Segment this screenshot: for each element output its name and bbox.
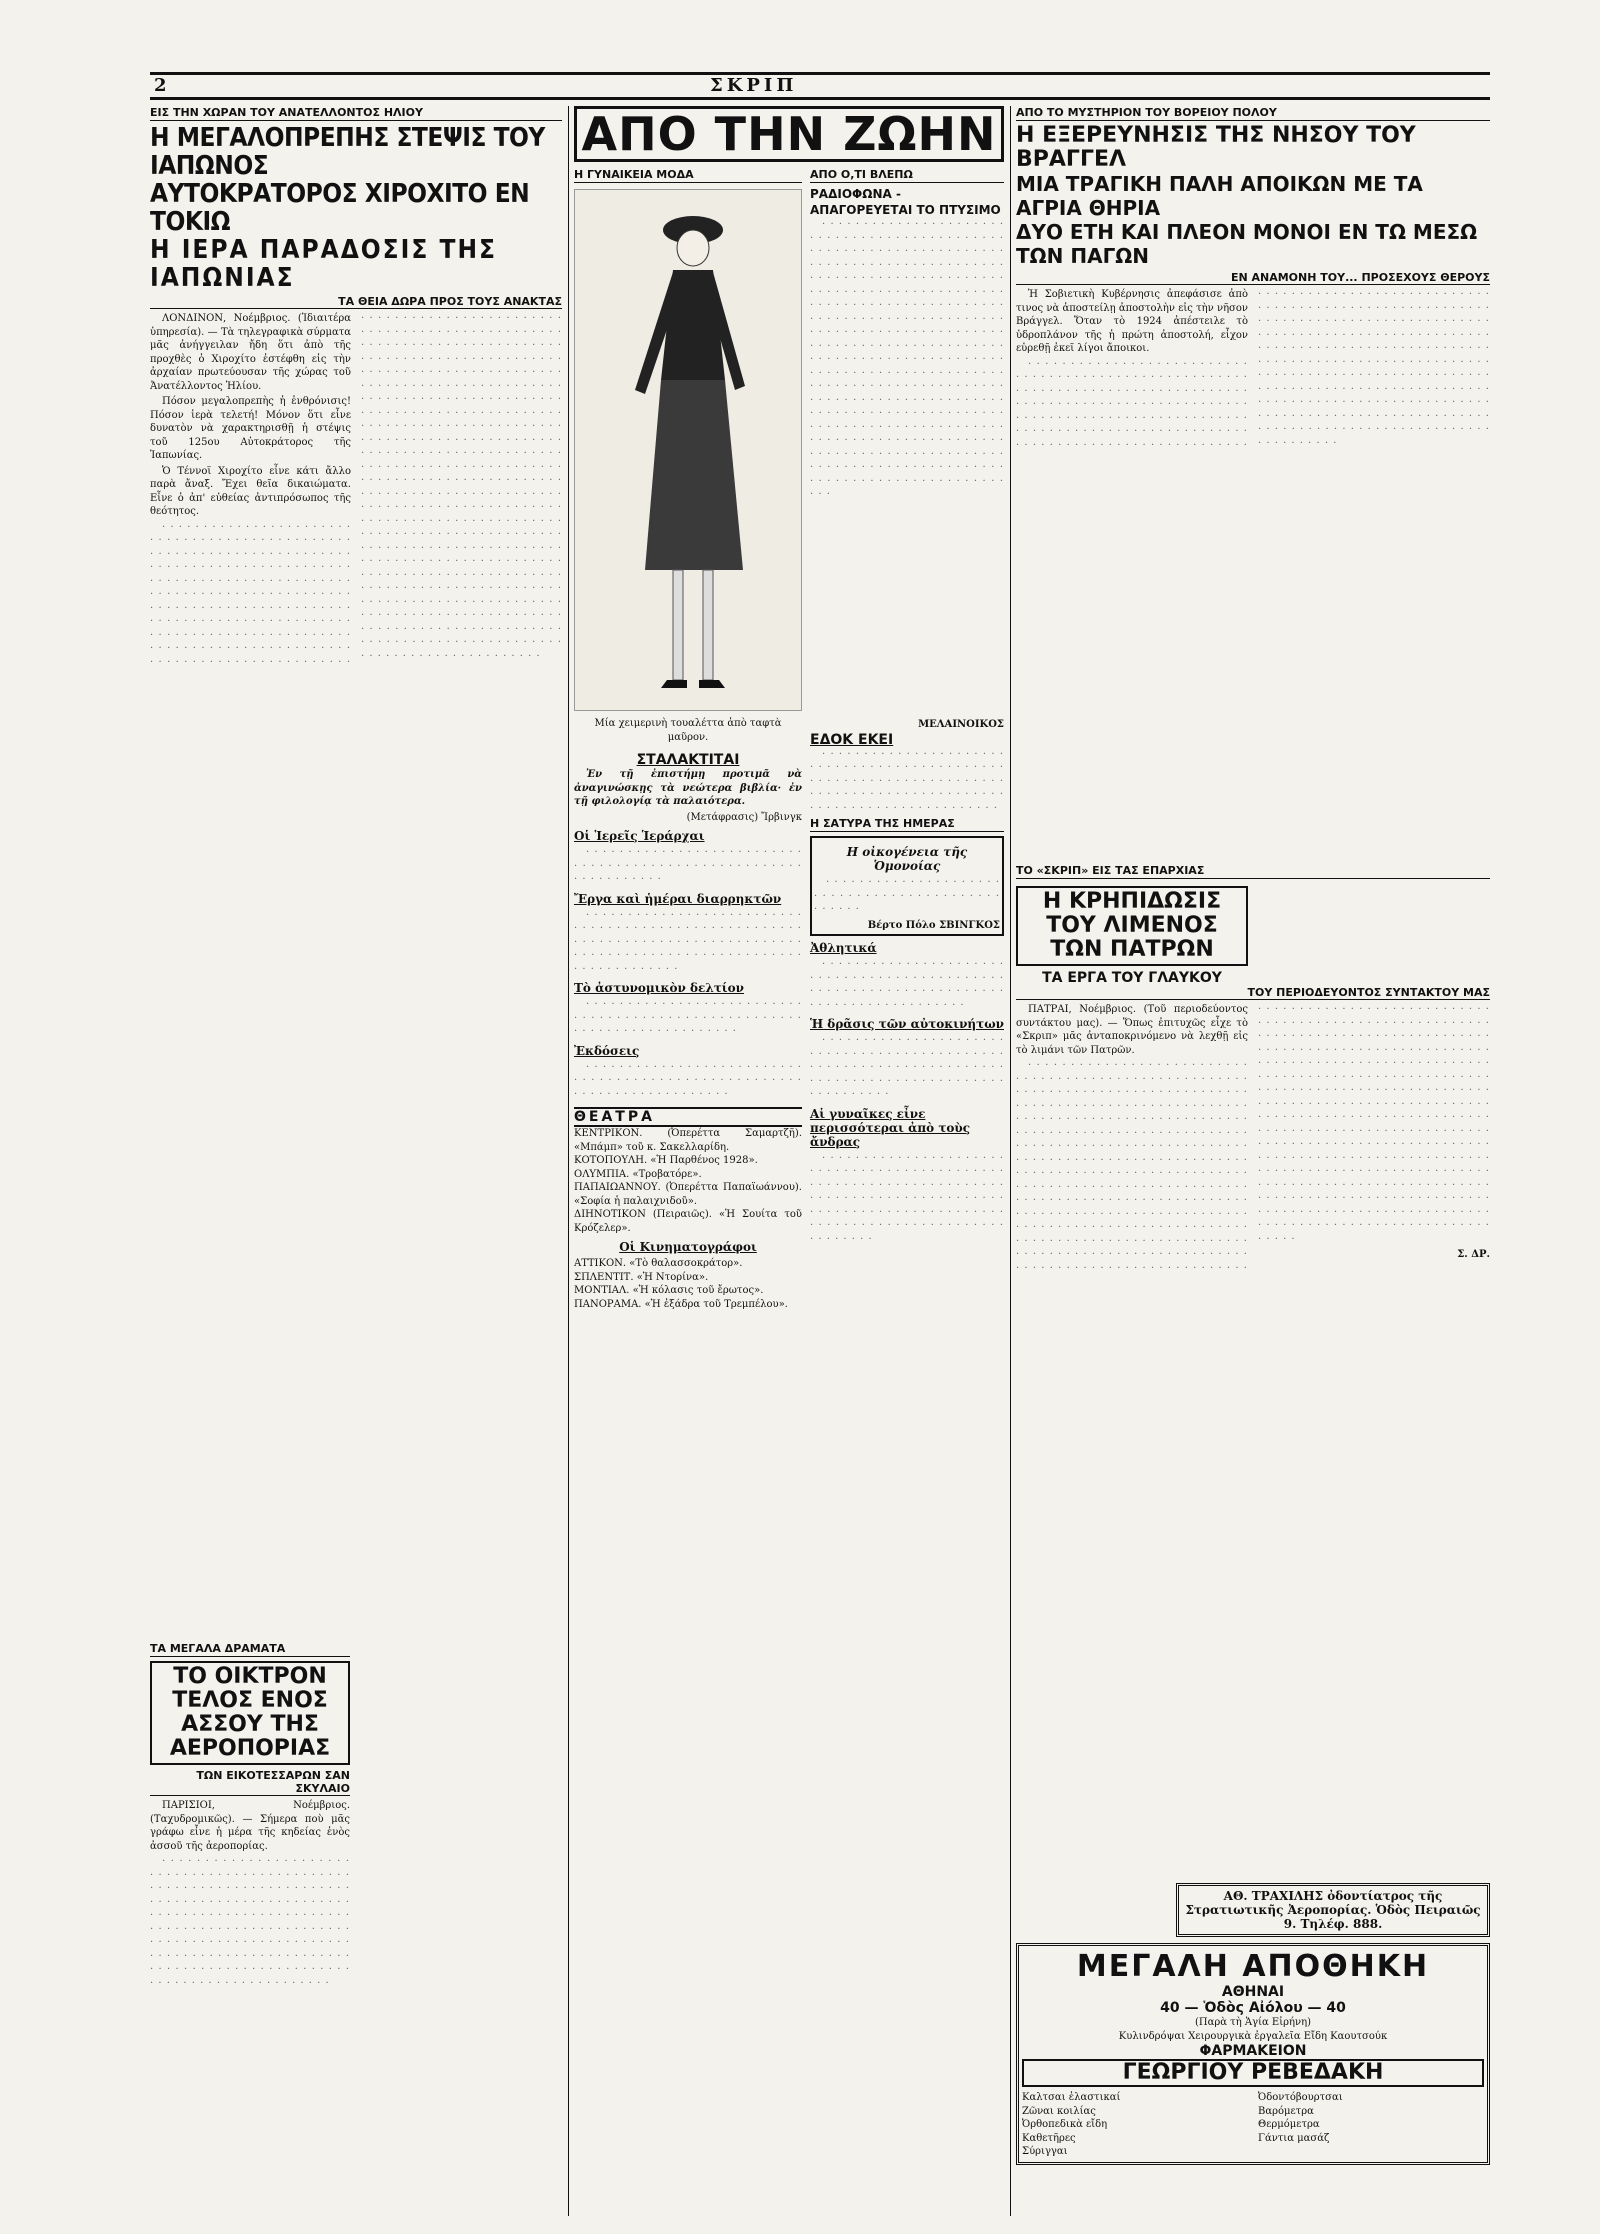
aviation-subhead: ΤΩΝ ΕΙΚΟΤΕΣΣΑΡΩΝ ΣΑΝ ΣΚΥΛΑΙΟ <box>150 1769 350 1796</box>
aviation-headline: ΤΟ ΟΙΚΤΡΟΝ ΤΕΛΟΣ ΕΝΟΣ ΑΣΣΟΥ ΤΗΣ ΑΕΡΟΠΟΡΙΑΣ <box>150 1661 350 1765</box>
theatre-listing: ΠΑΠΑΙΩΑΝΝΟΥ. (Ὀπερέττα Παπαϊωάννου). «Σοφία ἡ παλαιχνιδοῦ». <box>574 1182 802 1207</box>
arctic-headline-2: ΜΙΑ ΤΡΑΓΙΚΗ ΠΑΛΗ ΑΠΟΙΚΩΝ ΜΕ ΤΑ ΑΓΡΙΑ ΘΗΡΙΑ <box>1016 172 1423 220</box>
illegible-text: · · · · · · · · · · · · · · · · · · · · · · · · · · · · · · · · · · · · · · · · · · · · · · · · · · · · · · · · · · · · · · · · · · · · · · · · · · · · · · · · · · · · · · · · · · · · · · · · · · · · · · · · · · · · · · · · · · · · · · · · · · · · · · · · · · · · · · · · · · · · · · · · · <box>810 1152 1004 1245</box>
stalactites-heading: ΣΤΑΛΑΚΤΙΤΑΙ <box>636 752 740 768</box>
aviation-kicker: ΤΑ ΜΕΓΑΛΑ ΔΡΑΜΑΤΑ <box>150 1642 350 1657</box>
sports-heading: Ἀθλητικά <box>810 941 877 955</box>
cinema-listing: ΠΑΝΟΡΑΜΑ. «Ἡ ἐξάδρα τοῦ Τρεμπέλου». <box>574 1298 788 1310</box>
theatre-listing: ΟΛΥΜΠΙΑ. «Τροβατόρε». <box>574 1168 702 1180</box>
illegible-text: · · · · · · · · · · · · · · · · · · · · · · · · · · · · · · · · · · · · · · · · · · · · · · · · · · · · · · · · · · · · · · · · <box>574 847 802 885</box>
arctic-body <box>1016 288 1490 858</box>
right-subcolumn <box>810 168 1004 1248</box>
illegible-text: · · · · · · · · · · · · · · · · · · · · · · · · · · · · · · · · · · · · · · · · · · · · · · · · · · · · · · · · · · · · · · · · · · · · · · · · · · · · · · · · · · · · · · · · · · · · · · · · · · · · · · · · · · · · · · · · · · · · · · · · <box>574 909 802 975</box>
what-i-see-kicker: ΑΠΟ Ο,ΤΙ ΒΛΕΠΩ <box>810 168 1004 183</box>
patras-kicker: ΤΟ «ΣΚΡΙΠ» ΕΙΣ ΤΑΣ ΕΠΑΡΧΙΑΣ <box>1016 864 1490 879</box>
patras-headline-2: ΤΑ ΕΡΓΑ ΤΟΥ ΓΛΑΥΚΟΥ <box>1042 970 1222 986</box>
patras-headline-1: Η ΚΡΗΠΙΔΩΣΙΣ ΤΟΥ ΛΙΜΕΝΟΣ ΤΩΝ ΠΑΤΡΩΝ <box>1016 886 1248 966</box>
japan-lead: ΛΟΝΔΙΝΟΝ, Νοέμβριος. (Ἰδιαιτέρα ὑπηρεσία). — Τὰ τηλεγραφικὰ σύρματα μᾶς ἀνήγγειλαν ἤδη ὅτι ἀπὸ τῆς προχθὲς ὁ Χιροχίτο ἐστέφθη εἰς τὴν ἀρχαίαν πρωτεύουσαν τῆς χώρας τοῦ Ἀνατέλλοντος Ἡλίου. <box>150 313 351 392</box>
theatre-listing: ΚΟΤΟΠΟΥΛΗ. «Ἡ Παρθένος 1928». <box>574 1155 758 1166</box>
illegible-text: · · · · · · · · · · · · · · · · · · · · · · · · · · · · · · · · · · · · · · · · · · · · · · · · · · · · · · · · · · · · · · · · · · · · · · · · · · · · · · · · · · · · · · · · · · · · · · · · · · · · · <box>810 1035 1004 1100</box>
store-side-text: Κυλινδρόψαι Χειρουργικὰ ἐργαλεῖα Εἴδη Καουτσούκ <box>1118 2030 1388 2042</box>
japan-headline-3: Η ΙΕΡΑ ΠΑΡΑΔΟΣΙΣ ΤΗΣ ΙΑΠΩΝΙΑΣ <box>150 235 497 293</box>
cars-heading: Ἡ δρᾶσις τῶν αὐτοκινήτων <box>810 1017 1004 1031</box>
column-rule <box>1010 106 1011 2216</box>
patras-lead: ΠΑΤΡΑΙ, Νοέμβριος. (Τοῦ περιοδεύοντος συντάκτου μας). — Ὅπως ἐπιτυχῶς εἶχε τὸ «Σκριπ» μᾶς ἀνταποκρινόμενο νὰ λεχθῇ εἰς τὸ λιμάνι τῶν Πατρῶν. <box>1016 1004 1248 1056</box>
fashion-illustration <box>574 189 802 711</box>
japan-paragraph: Ὁ Τέννοϊ Χιροχίτο εἶνε κάτι ἄλλο παρὰ ἄναξ. Ἔχει θεῖα δικαιώματα. Εἶνε ὁ ἀπ' εὐθείας ἀντιπρόσωπος τῆς θεότητος. <box>150 465 351 517</box>
patras-headline-block <box>1016 882 1248 986</box>
fashion-caption: Μία χειμερινὴ τουαλέττα ἀπὸ ταφτὰ μαῦρον. <box>594 718 782 743</box>
patras-signature: Σ. ΔΡ. <box>1457 1249 1490 1260</box>
arctic-subhead: ΕΝ ΑΝΑΜΟΝΗ ΤΟΥ... ΠΡΟΣΕΧΟΥΣ ΘΕΡΟΥΣ <box>1016 271 1490 285</box>
theatre-list <box>574 1127 802 1235</box>
satire-kicker: Η ΣΑΤΥΡΑ ΤΗΣ ΗΜΕΡΑΣ <box>810 817 1004 832</box>
cinema-listing: ΑΤΤΙΚΟΝ. «Τὸ θαλασσοκράτορ». <box>574 1258 743 1269</box>
pharmacist-name: ΓΕΩΡΓΙΟΥ ΡΕΒΕΔΑΚΗ <box>1022 2059 1484 2087</box>
product-item: Σύριγγαι <box>1022 2146 1068 2157</box>
arctic-headline-3: ΔΥΟ ΕΤΗ ΚΑΙ ΠΛΕΟΝ ΜΟΝΟΙ ΕΝ ΤΩ ΜΕΣΩ ΤΩΝ ΠΑΓΩΝ <box>1016 220 1478 268</box>
item-heading: Ἐκδόσεις <box>574 1043 640 1058</box>
product-item: Ζῶναι κοιλίας <box>1022 2105 1096 2117</box>
pharmacy-label: ΦΑΡΜΑΚΕΙΟΝ <box>1199 2043 1307 2059</box>
product-item: Καθετῆρες <box>1022 2132 1076 2144</box>
aviation-lead: ΠΑΡΙΣΙΟΙ, Νοέμβριος. (Ταχυδρομικῶς). — Σήμερα ποὺ μᾶς γράφω εἶνε ἡ μέρα τῆς κηδείας ἑνὸς ἀσσοῦ τῆς ἀεροπορίας. <box>150 1800 350 1852</box>
japan-headline-2: ΑΥΤΟΚΡΑΤΟΡΟΣ ΧΙΡΟΧΙΤΟ ΕΝ ΤΟΚΙΩ <box>150 179 530 237</box>
illegible-text: · · · · · · · · · · · · · · · · · · · · · · · · · · · · · · · · · · · · · · · · · · · · · · · · · · · · · · · · · · · · · · · · · · · · · · · · · · · · · · · · · · · · · · · · · · · · · · · · · · · · · · · · · · · · · · · · · · · · · · · · · · · · · · · · · · · · · · · · · · · · · · · · · · · · · · · · · · · · · · · · · · · · · · · · · · · · · · · · · · · · · · · · · · · · · · · · · · · · · · · · · · · · · · · · · · · · · · · · · · · · · · · · · · · · · · · · · · · · <box>150 1856 350 1989</box>
patras-subhead: ΤΟΥ ΠΕΡΙΟΔΕΥΟΝΤΟΣ ΣΥΝΤΑΚΤΟΥ ΜΑΣ <box>1016 986 1490 1000</box>
product-item: Βαρόμετρα <box>1258 2105 1314 2117</box>
store-city: ΑΘΗΝΑΙ <box>1221 1984 1285 2000</box>
japan-headline-1: Η ΜΕΓΑΛΟΠΡΕΠΗΣ ΣΤΕΨΙΣ ΤΟΥ ΙΑΠΩΝΟΣ <box>150 123 545 181</box>
illegible-text: · · · · · · · · · · · · · · · · · · · · · · · · · · · · · · · · · · · · · · · · · · · · · · · · · · · · · · · · · · · · · · · · · · · · · · · · · · · · · · · · · · · · · · · · · · · · · · · · · · · · · · · · · · · · · · · · · · · · · · · · · · · · · · · · · · · · · · · · · · · · · · · · · · · · · · · · · · · · · · · · · · · · · · · · · · · · · · · · · · · · · · · · · · · · · · · · · · · · · · · · · · · · · · · · · · · · · · · · · · · · · · · · · · · · · · · · · · · · · · · · · · · · · · · · · · · · · · · · · · · · · · · · · · · · · · · · · · · · · · · · · · · · · · · · · · · · · · · · · · · · · · · · · · · · · · · · · · · · · · · · · · · · · · · · · · · · · · · · · · · · · · · · · · · · · · · · · · · · · · · · · · · · · · · · · · · · · · · · · · · · · · · · · · · · · · · · · · · · · · · · · · · · · · · · · · · · · · · · · · · · · · · · · · · · · · · · · · · · · · · · · · · · · · · · · · · · · · · · · · · · · · · · · · · · · · · · · · · · · · · · · · · · · · · · · · · · · · · · · · · · · · · · · · · · · · · · · · · · · · · · · · · · · · · · · · · · · · · · · · · · · · · · · · · · · · · · · · · · · · · · · · · · · · · · · · · · · · · · · · · · · · · · · · · · · · · · · · · · · · · · · · · · · · · · · · · · · · · · · · · · · · · · · · · · · · · · · · · · · · · · · · · · · · · · · · · · · · · · · · · · · · · · · · · · · · · · · · · · · · · · · · · · · · · · · · · · · · · · · · · · · · · · · · · · · · · · · · · · · · · · · · · · · · · · · · · · · · · · · · · · · · · · · · · · · · · · · · · · · · · · · · · · · · · · · · · · · · · · · · · · · · · · · · · · · · · · · · · · · · · · · · · · · · · · · · · · · · · · · · · · · · · · · · · · · · · · · · · · · · · · · · · · · · · · · · · · · · · · · · · · · · · · · · · · · · · · · · · · · · · · · · · · · <box>150 313 562 668</box>
dentist-ad: ΑΘ. ΤΡΑΧΙΛΗΣ ὀδοντίατρος τῆς Στρατιωτικῆς Ἀεροπορίας. Ὁδὸς Πειραιῶς 9. Τηλέφ. 888. <box>1176 1883 1490 1937</box>
edok-heading: ΕΔΟΚ ΕΚΕΙ <box>810 731 894 748</box>
illegible-text: · · · · · · · · · · · · · · · · · · · · · · · · · · · · · · · · · · · · · · · · · · · · · · · · · · · · · · · · · · · · · · · · · · · · · · · · · · · · · · · · · · · · · · · <box>810 959 1004 1011</box>
aviation-article <box>150 1642 350 1990</box>
patras-body <box>1016 1003 1490 1883</box>
item-heading: Ἔργα καὶ ἡμέραι διαρρηκτῶν <box>574 891 782 906</box>
cinema-listing: ΣΠΛΕΝΤΙΤ. «Ἡ Ντορίνα». <box>574 1271 709 1283</box>
column-rule <box>568 106 569 2216</box>
product-item: Ὀρθοπεδικὰ εἴδη <box>1022 2119 1108 2130</box>
illegible-text: · · · · · · · · · · · · · · · · · · · · · · · · · · · · · · · · · · · · · · · · · · · · · · · · · · · · · · · · · · · · · · · · · · · · · · · · · · · · · · · · · · · · · · · · · · · · · · · · · · · · · · · · · · · · · · · · · · · · · · · · · · · · · · · · · · · · · · · · · · · · · · · · · · · · · · · · · · · · · · · · · · · · · · · · · · · · · · · · · · · · · · · · · · · · · · · · · · · · · · · · · · · · · · · · · · · · · · · · · · · · · · · · · · · · · · · · · · · · · · · · · · · · · · · · · · · · · · · · · · · · · · · · · · · · · · · · · · · · · · · · · · · · · · · · · · · · · · · · · · · · · · · · · · · · · · · · · · · · · · · · · · · · · · · · · · · · · · · · · · · · · · · · · · · · · · · · · · · · · · · · · · · · · · · · · · · · · · · · · · · · · · · · · · · · · · · · · · · · · · · · · · · · · · · · · · · · · · · · · · · · · · · · · · · · · · · · · · · · · · · · · · · · · · · · · · · · · · · · · · · · · · · · · · · · · · · · · · · · · · · · · · · · · · · · · · · · · · · · · · · · · · · · · · · · · · · · <box>1016 289 1490 451</box>
product-item: Θερμόμετρα <box>1258 2119 1320 2130</box>
store-note: (Παρὰ τὴ Ἁγία Εἰρήνη) <box>1194 2017 1311 2028</box>
illegible-text: · · · · · · · · · · · · · · · · · · · · · · · · · · · · · · · · · · · · · · · · · · · · · · · · · <box>814 877 1000 915</box>
japan-subhead: ΤΑ ΘΕΙΑ ΔΩΡΑ ΠΡΟΣ ΤΟΥΣ ΑΝΑΚΤΑΣ <box>150 295 562 309</box>
product-item: Γάντια μασάζ <box>1258 2132 1330 2144</box>
what-i-see-signature: ΜΕΛΑΙΝΟΙΚΟΣ <box>918 719 1004 730</box>
theatre-listing: ΔΙΗΝΟΤΙΚΟΝ (Πειραιῶς). «Ἡ Σουίτα τοῦ Κρόζελερ». <box>574 1209 802 1234</box>
woman-figure-icon <box>575 190 801 710</box>
product-list <box>1022 2091 1484 2159</box>
masthead-title: ΣΚΡΙΠ <box>710 75 798 96</box>
cinema-listing: ΜΟΝΤΙΑΛ. «Ἡ κόλασις τοῦ ἔρωτος». <box>574 1285 764 1296</box>
newspaper-page <box>150 72 1490 2222</box>
product-item: Ὀδοντόβουρτσαι <box>1258 2092 1343 2103</box>
arctic-lead: Ἡ Σοβιετικὴ Κυβέρνησις ἀπεφάσισε ἀπὸ τινος νὰ ἀποστείλῃ ἀποστολὴν εἰς τὴν νῆσον Βράγγελ. Ὅταν τὸ 1924 ἀπέστειλε τὸ ὑδροπλάνον τῆς ἡ πρώτη ἀποστολή, εἶχον εὑρεθῇ ἐκεῖ λίγοι ἄποικοι. <box>1016 289 1248 354</box>
cinema-list <box>574 1257 802 1311</box>
store-ad <box>1016 1943 1490 2165</box>
illegible-text: · · · · · · · · · · · · · · · · · · · · · · · · · · · · · · · · · · · · · · · · · · · · · · · · · · · · · · · · · · · · · · · · · · · · · · · · · · · · · · · · · · · · · · · · · · · · · · · · · · · · · · · · · · · · · · · · · · · · · · · · · · · · · · · · · · · · · · · · · · · · · · · · · · · · · · · · · · · · · · · · · · · · · · · · · · · · · · · · · · · · · · · · · · · · · · · · · · · · · · · · · · · · · · · · · · · · · · · · · · · · · · · · · · · · · · · · · · · · · · · · · · · · · · · · · · · · · · · · · · · · · · · · · · · · · · · · · · · · · · · · · · · · · · · · · · · · · · · · · · · · · · · · · · · · · · · · · · · · · · · · · · · · · · · · · · · · · · · · · · · · · · · · · · · · · · · · · · · · · · · · · · · · · · · · · · · · · · · · · · · · · · · · · · · · · · · · · · · · · · · · · · · · · · · · · · · · · · · · · · · · · · · · · · · · · · · · · · · · · · · · · · · · · · · · · · · · · · · · · · · · · · · · · · · · · · · · · · · · · · · · · · · · · · · · · · · · · · · · · · · · · · · · · · · · · · · · · · · · · · · · · · · · · · · · · · · · · · · · · · · · · · · · · · · · · · · · · · · · · · · · · · · · · · · · · · · · · · · · · · · · · · · · · · · · · · · · · · · · · · · · · · · · · · · · · · · · · · · · · · · · · · · · · · · · · · · · · · · · · · · · · · · · · · · · · · · · · · · · · · · · · · · · · · · · · · · · · · · · · · · · · · · · · · · · · · · · · · · · · · · · · · · · · · · · · · · · · · · · · · · · · · · · · · · · · · · · · · · · · · · · · · · · · · · · · · · · · · · · · · · · · · · · · · · · · · · · · · · · · · · · · · · · · · · · · · · · · · · · · · · · · · · · · · · · · · · · · · · · · · · · · · · · · · · · · · · · · · · · · · · · · · · · · · · · · · · · · · · · · · · · · · · · · · · · · · · · · · · · · · · · · · · · · · · · · · · · · · · · · · · · · · · · · · · · · · · · · · · · · · · · · · · · · · · <box>1016 1004 1490 1274</box>
life-section <box>574 106 1004 2216</box>
masthead <box>150 72 1490 100</box>
theatre-listing: ΚΕΝΤΡΙΚΟΝ. (Ὀπερέττα Σαμαρτζῆ). «Μπάμπ» τοῦ κ. Σακελλαρίδη. <box>574 1128 802 1153</box>
store-address: 40 — Ὁδὸς Αἰόλου — 40 <box>1160 2000 1346 2016</box>
satire-headline: Η οἰκογένεια τῆς Ὁμονοίας <box>846 845 968 873</box>
fashion-kicker: Η ΓΥΝΑΙΚΕΙΑ ΜΟΔΑ <box>574 168 802 183</box>
store-title: ΜΕΓΑΛΗ ΑΠΟΘΗΚΗ <box>1076 1949 1430 1984</box>
satire-author: Βέρτο Πόλο ΣΒΙΝΓΚΟΣ <box>867 919 1000 931</box>
cinema-heading: Οἱ Κινηματογράφοι <box>619 1240 757 1254</box>
illegible-text: · · · · · · · · · · · · · · · · · · · · · · · · · · · · · · · · · · · · · · · · · · · · · · · · · · · · · · · · · · · · · · · · · · · · · · · · <box>574 1061 802 1100</box>
item-heading: Τὸ ἀστυνομικὸν δελτίον <box>574 981 744 995</box>
illegible-text: · · · · · · · · · · · · · · · · · · · · · · · · · · · · · · · · · · · · · · · · · · · · · · · · · · · · · · · · · · · · · · · · · · · · · · · · · · · · · · · · · · · · · · · · · · · · · · · · · · · · · · · · · · · · · · · · · · <box>810 748 1004 814</box>
life-banner: ΑΠΟ ΤΗΝ ΖΩΗΝ <box>574 106 1004 162</box>
japan-body <box>150 312 562 1642</box>
right-column <box>1016 106 1490 2216</box>
fashion-column <box>574 168 802 1311</box>
stalactite-text: Ἐν τῇ ἐπιστήμῃ προτιμᾶ νὰ ἀναγινώσκῃς τὰ νεώτερα βιβλία· ἐν τῇ φιλολογίᾳ τὰ παλαιότερα. <box>574 769 802 807</box>
satire-box <box>810 836 1004 936</box>
illegible-text: · · · · · · · · · · · · · · · · · · · · · · · · · · · · · · · · · · · · · · · · · · · · · · · · · · · · · · · · · · · · · · · · · · · · · · · · · <box>574 999 802 1037</box>
what-i-see-headline: ΡΑΔΙΟΦΩΝΑ - ΑΠΑΓΟΡΕΥΕΤΑΙ ΤΟ ΠΤΥΣΙΜΟ <box>810 187 1001 217</box>
japan-kicker: ΕΙΣ ΤΗΝ ΧΩΡΑΝ ΤΟΥ ΑΝΑΤΕΛΛΟΝΤΟΣ ΗΛΙΟΥ <box>150 106 562 121</box>
illegible-text: · · · · · · · · · · · · · · · · · · · · · · · · · · · · · · · · · · · · · · · · · · · · · · · · · · · · · · · · · · · · · · · · · · · · · · · · · · · · · · · · · · · · · · · · · · · · · · · · · · · · · · · · · · · · · · · · · · · · · · · · · · · · · · · · · · · · · · · · · · · · · · · · · · · · · · · · · · · · · · · · · · · · · · · · · · · · · · · · · · · · · · · · · · · · · · · · · · · · · · · · · · · · · · · · · · · · · · · · · · · · · · · · · · · · · · · · · · · · · · · · · · · · · · · · · · · · · · · · · · · · · · · · · · · · · · · · · · · · · · · · · · · · · · · · · · · · · · · · · · · · · · · · · · · · · · · · · · · · · · · · · · · · · · · · · · · · · · · · · · · · · · · · · · · · · · · · · · · · · · · · · · · · · · · · · · · · · · · · · · · · · · · · · · · · · · · · · · · · · · · · · · · · · · · · · · · · · · · · · · · · · · · · · · · · · · · · · · · · · · · · · · · · · · · · · · · · · · · · · · · · · · <box>810 219 1004 500</box>
stalactite-author: (Μετάφρασις) Ἴρβινγκ <box>686 811 802 823</box>
women-heading: Αἱ γυναῖκες εἶνε περισσότεραι ἀπὸ τοὺς ἄνδρας <box>810 1106 971 1149</box>
page-number: 2 <box>154 75 167 96</box>
product-item: Καλτσαι ἐλαστικαί <box>1022 2092 1121 2103</box>
japan-article <box>150 106 562 2216</box>
japan-paragraph: Πόσον μεγαλοπρεπὴς ἡ ἐνθρόνισις! Πόσον ἱερὰ τελετή! Μόνον ὅτι εἶνε δυνατὸν νὰ χαρακτηρισθῇ ἡ στέψις τοῦ 125ου Αὐτοκράτορος τῆς Ἰαπωνίας. <box>150 396 351 461</box>
arctic-kicker: ΑΠΟ ΤΟ ΜΥΣΤΗΡΙΟΝ ΤΟΥ ΒΟΡΕΙΟΥ ΠΟΛΟΥ <box>1016 106 1490 121</box>
arctic-headline-1: Η ΕΞΕΡΕΥΝΗΣΙΣ ΤΗΣ ΝΗΣΟΥ ΤΟΥ ΒΡΑΓΓΕΛ <box>1016 123 1416 172</box>
theatres-heading: ΘΕΑΤΡΑ <box>574 1107 802 1127</box>
item-heading: Οἱ Ἱερεῖς Ἱεράρχαι <box>574 829 705 843</box>
